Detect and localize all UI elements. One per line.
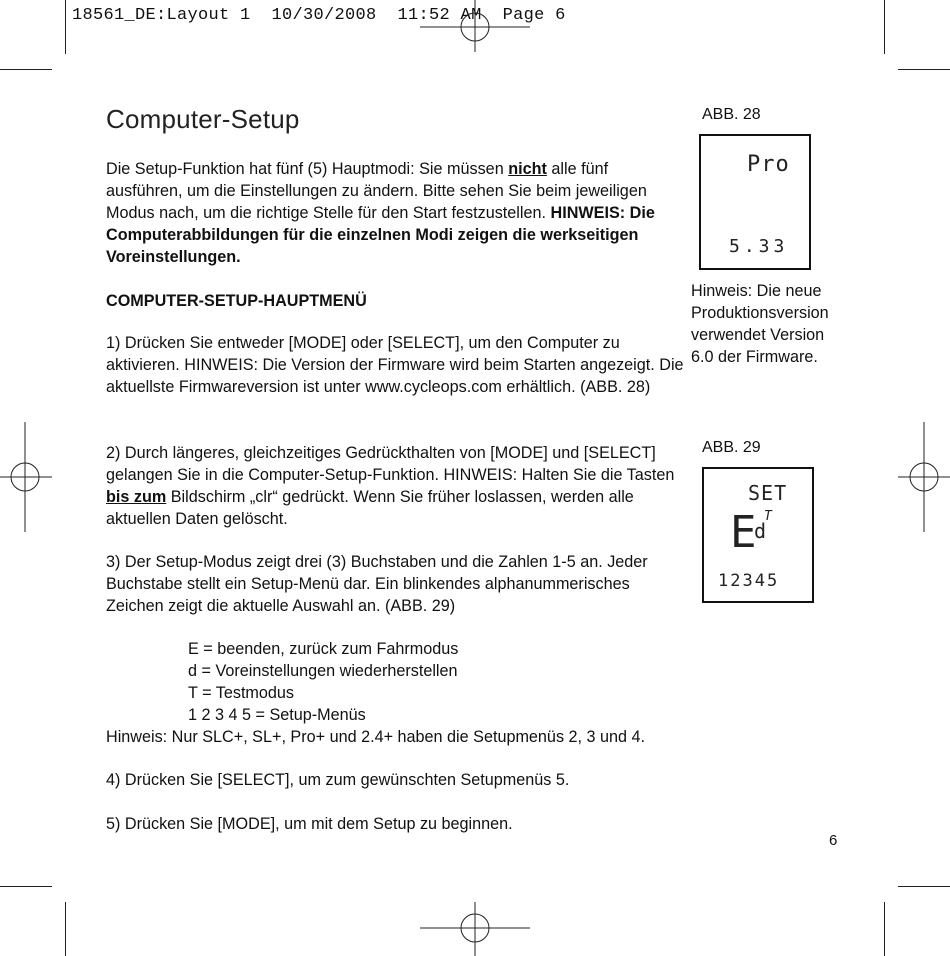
fig29-lcd-e: E	[730, 507, 757, 558]
fig28-lcd-display	[699, 134, 811, 270]
legend-item: d = Voreinstellungen wiederherstellen	[188, 662, 458, 680]
fig28-lcd-mode: Pro	[747, 152, 790, 177]
fig28-label: ABB. 28	[702, 106, 761, 123]
menu-note: Hinweis: Nur SLC+, SL+, Pro+ und 2.4+ haben die Setupmenüs 2, 3 und 4.	[106, 728, 646, 746]
step-1: 1) Drücken Sie entweder [MODE] oder [SELECT], um den Computer zu aktivieren. HINWEIS: Die Version der Firmware wird beim Starten angezeigt. Die aktuellste Firmwareversion ist unter www.cycleops.com erhältlich. (ABB. 28)	[106, 334, 684, 396]
step-2-text: 2) Durch längeres, gleichzeitiges Gedrückthalten von [MODE] und [SELECT] gelangen Sie in die Computer-Setup-Funktion. HINWEIS: Halten Sie die Tasten	[106, 444, 675, 484]
fig29-lcd-display	[702, 467, 814, 603]
legend-item: T = Testmodus	[188, 684, 295, 702]
fig29-lcd-d: d	[754, 519, 767, 543]
intro-emphasis: nicht	[508, 160, 547, 178]
fig29-lcd-menus: 12345	[718, 571, 780, 591]
section-heading: COMPUTER-SETUP-HAUPTMENÜ	[106, 292, 367, 310]
legend-list	[188, 638, 458, 726]
step-5: 5) Drücken Sie [MODE], um mit dem Setup zu beginnen.	[106, 815, 513, 833]
print-slug: 18561_DE:Layout 1 10/30/2008 11:52 AM Page 6	[72, 6, 566, 25]
intro-note: HINWEIS: Die Computerabbildungen für die einzelnen Modi zeigen die werkseitigen Voreinstellungen.	[106, 204, 655, 266]
fig29-lcd-set: SET	[748, 481, 788, 505]
fig29-lcd-t: T	[764, 509, 772, 524]
legend-item: E = beenden, zurück zum Fahrmodus	[188, 640, 459, 658]
fig28-note: Hinweis: Die neue Produktionsversion verwendet Version 6.0 der Firmware.	[691, 282, 829, 366]
registration-mark-right-icon	[895, 422, 950, 532]
step-2-emphasis: bis zum	[106, 488, 167, 506]
intro-text: Die Setup-Funktion hat fünf (5) Hauptmodi: Sie müssen	[106, 160, 509, 178]
registration-mark-bottom-icon	[420, 900, 530, 956]
fig29-label: ABB. 29	[702, 439, 761, 456]
step-3: 3) Der Setup-Modus zeigt drei (3) Buchstaben und die Zahlen 1-5 an. Jeder Buchstabe stellt ein Setup-Menü dar. Ein blinkendes alphanummerisches Zeichen zeigt die aktuelle Auswahl an. (ABB. 29)	[106, 553, 648, 615]
page-title: Computer-Setup	[106, 104, 300, 134]
step-2	[106, 442, 686, 530]
registration-mark-top-icon	[420, 0, 530, 55]
intro-text-cont: alle fünf ausführen, um die Einstellungen zu ändern. Bitte sehen Sie beim jeweiligen Modus nach, um die richtige Stelle für den Start festzustellen.	[106, 160, 647, 222]
registration-mark-left-icon	[0, 422, 55, 532]
intro-paragraph	[106, 158, 686, 268]
fig28-lcd-version: 5.33	[729, 236, 789, 257]
step-4: 4) Drücken Sie [SELECT], um zum gewünschten Setupmenüs 5.	[106, 771, 570, 789]
legend-item: 1 2 3 4 5 = Setup-Menüs	[188, 706, 366, 724]
step-2-text-cont: Bildschirm „clr“ gedrückt. Wenn Sie früher loslassen, werden alle aktuellen Daten gelöscht.	[106, 488, 634, 528]
page-number: 6	[829, 832, 838, 849]
